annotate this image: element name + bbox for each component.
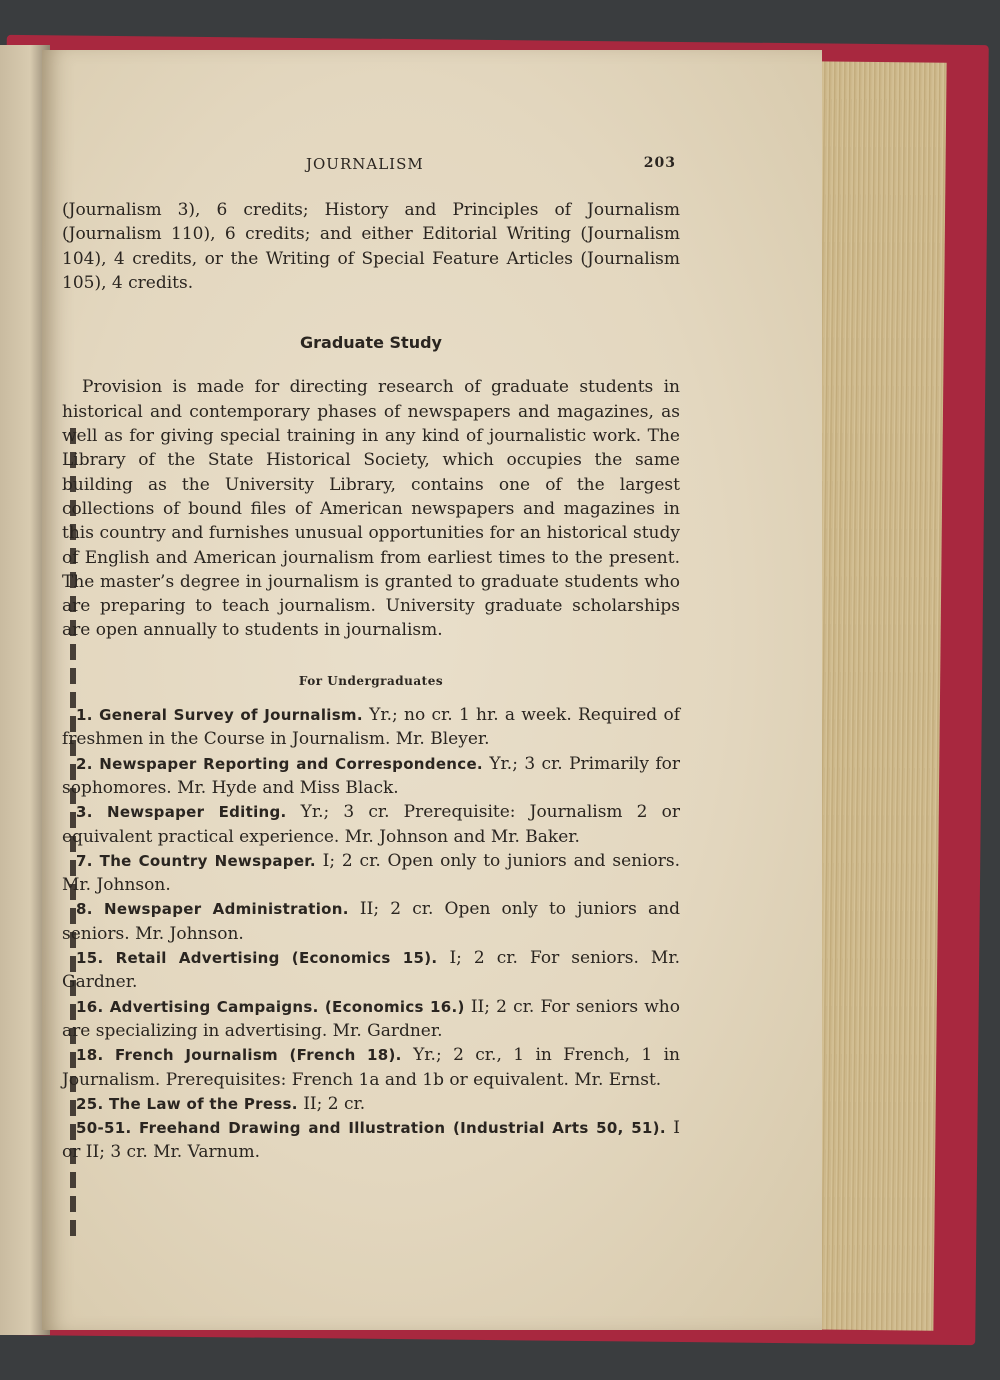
course-details: Yr.; 3 cr. Prerequisite: Journalism 2 or equivalent practical experience. Mr. Johnson and Mr. Baker. bbox=[62, 802, 680, 847]
graduate-study-heading: Graduate Study bbox=[300, 333, 442, 353]
course-name: 2. Newspaper Reporting and Correspondence. bbox=[76, 754, 483, 773]
course-details: II; 2 cr. bbox=[303, 1093, 366, 1114]
page-body bbox=[62, 198, 680, 1165]
course-name: 3. Newspaper Editing. bbox=[76, 803, 287, 822]
course-details: Yr.; 2 cr., 1 in French, 1 in Journalism. Prerequisites: French 1a and 1b or equivalent. Mr. Ernst. bbox=[62, 1045, 680, 1090]
course-entry bbox=[62, 995, 680, 1044]
course-entry bbox=[62, 703, 680, 752]
course-entry bbox=[62, 946, 680, 995]
course-entry bbox=[62, 1116, 680, 1165]
book-page bbox=[42, 50, 822, 1330]
course-name: 18. French Journalism (French 18). bbox=[76, 1046, 402, 1065]
course-details: II; 2 cr. Open only to juniors and seniors. Mr. Johnson. bbox=[62, 899, 680, 944]
course-entry bbox=[62, 800, 680, 849]
course-details: I; 2 cr. For seniors. Mr. Gardner. bbox=[62, 948, 680, 993]
graduate-study-paragraph: Provision is made for directing research of graduate students in historical and contemporary phases of newspapers and magazines, as well as for giving special training in any kind of journalistic work. The Library of the State Historical Society, which occupies the same building as the University Library, contains one of the largest collections of bound files of American newspapers and magazines in this country and furnishes unusual opportunities for an historical study of English and American journalism from earliest times to the present. The master’s degree in journalism is granted to graduate students who are preparing to teach journalism. University graduate scholarships are open annually to students in journalism. bbox=[62, 377, 680, 641]
course-details: I; 2 cr. Open only to juniors and seniors. Mr. Johnson. bbox=[62, 850, 680, 896]
course-entry bbox=[62, 1043, 680, 1092]
running-head-title: JOURNALISM bbox=[306, 155, 424, 173]
course-details: II; 2 cr. For seniors who are specializing in advertising. Mr. Gardner. bbox=[62, 996, 680, 1041]
course-entry bbox=[62, 752, 680, 801]
course-name: 50-51. Freehand Drawing and Illustration (Industrial Arts 50, 51). bbox=[76, 1119, 666, 1138]
undergraduates-heading: For Undergraduates bbox=[298, 673, 444, 688]
page-number: 203 bbox=[643, 155, 676, 171]
course-name: 8. Newspaper Administration. bbox=[76, 900, 349, 919]
course-entry bbox=[62, 1092, 680, 1116]
course-list bbox=[62, 703, 680, 1165]
course-entry bbox=[62, 849, 680, 898]
course-name: 7. The Country Newspaper. bbox=[76, 851, 316, 870]
course-details: I or II; 3 cr. Mr. Varnum. bbox=[62, 1118, 681, 1163]
course-details: Yr.; no cr. 1 hr. a week. Required of freshmen in the Course in Journalism. Mr. Bleyer. bbox=[62, 705, 680, 750]
course-name: 1. General Survey of Journalism. bbox=[76, 706, 363, 725]
course-name: 16. Advertising Campaigns. (Economics 16.) bbox=[76, 997, 465, 1016]
course-entry bbox=[62, 897, 680, 946]
course-details: Yr.; 3 cr. Primarily for sophomores. Mr. Hyde and Miss Black. bbox=[62, 753, 680, 798]
course-name: 15. Retail Advertising (Economics 15). bbox=[76, 949, 438, 968]
intro-paragraph: (Journalism 3), 6 credits; History and Principles of Journalism (Journalism 110), 6 credits; and either Editorial Writing (Journalism 104), 4 credits, or the Writing of Special Feature Articles (Journalism 105), 4 credits. bbox=[62, 200, 680, 293]
course-name: 25. The Law of the Press. bbox=[76, 1094, 298, 1113]
